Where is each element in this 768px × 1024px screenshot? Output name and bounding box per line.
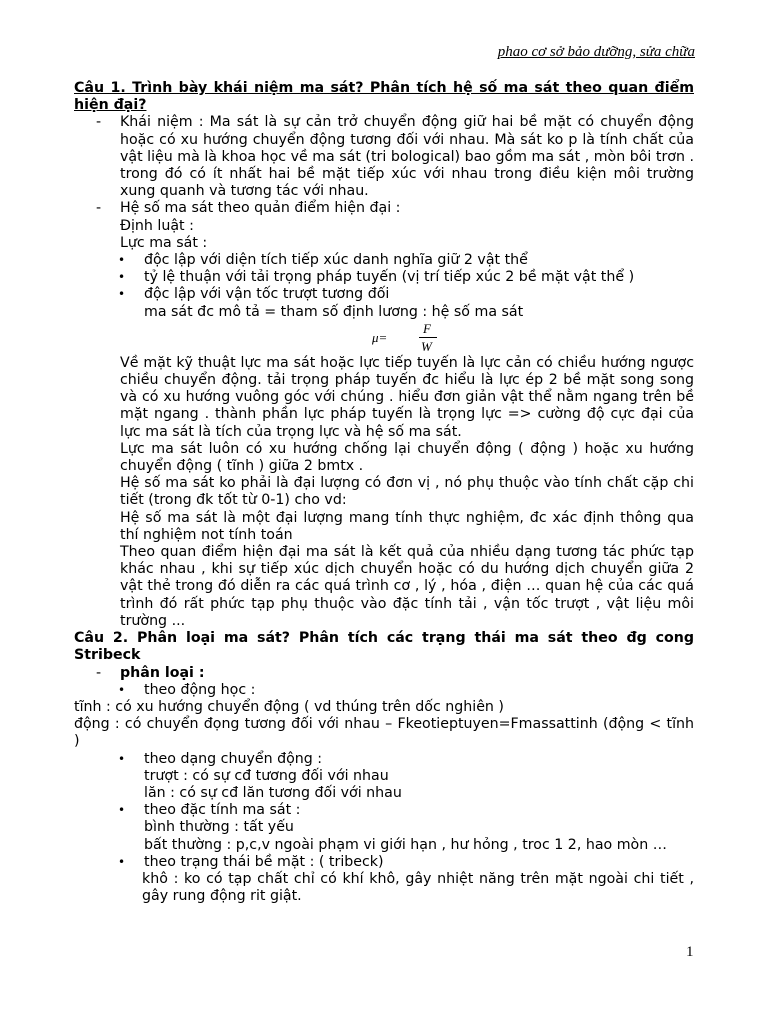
bullet-text: theo động học : bbox=[144, 681, 256, 698]
bullet-text: theo dạng chuyển động : bbox=[144, 750, 323, 767]
formula-lhs: μ= bbox=[372, 329, 388, 345]
document-body bbox=[74, 80, 694, 905]
dash-marker: - bbox=[96, 200, 102, 217]
list-item bbox=[74, 286, 694, 303]
classify-label: phân loại : bbox=[120, 664, 205, 681]
sub-line: trượt : có sự cđ tương đối với nhau bbox=[144, 767, 389, 784]
list-item bbox=[74, 854, 694, 871]
page-number: 1 bbox=[686, 944, 694, 960]
law-label: Định luật : bbox=[120, 217, 194, 234]
bullet-marker: • bbox=[118, 287, 126, 302]
kinematic-static-line: tĩnh : có xu hướng chuyển động ( vd thúng trên dốc nghiên ) bbox=[74, 698, 504, 715]
page-header: phao cơ sở bảo dưỡng, sửa chữa bbox=[497, 44, 695, 60]
bullet-text: theo đặc tính ma sát : bbox=[144, 802, 301, 819]
list-item bbox=[74, 682, 694, 699]
coef-heading: Hệ số ma sát theo quản điểm hiện đại : bbox=[120, 200, 401, 217]
list-item bbox=[74, 802, 694, 819]
bullet-marker: • bbox=[118, 803, 126, 818]
sub-line: bất thường : p,c,v ngoài phạm vi giới hạn , hư hỏng , troc 1 2, hao mòn … bbox=[144, 836, 667, 853]
bullet-text: độc lập với diện tích tiếp xúc danh nghĩa giữ 2 vật thể bbox=[144, 252, 528, 269]
list-item bbox=[74, 269, 694, 286]
classify-item bbox=[74, 665, 694, 682]
bullet-text: theo trạng thái bề mặt : ( tribeck) bbox=[144, 853, 384, 870]
friction-coefficient-formula bbox=[74, 321, 694, 355]
bullet-marker: • bbox=[118, 270, 126, 285]
bullet-continuation: ma sát đc mô tả = tham số định lương : hệ số ma sát bbox=[144, 303, 524, 320]
coef-item bbox=[74, 200, 694, 217]
paragraph: Về mặt kỹ thuật lực ma sát hoặc lực tiếp tuyến là lực cản có chiều hướng ngược chiều chuyển động. tải trọng pháp tuyến đc hiểu là lực ép 2 bề mặt song song và có xu hướng vuông góc với chúng . hiểu đơn giản vật thể nằm ngang trên bề mặt ngang . thành phần lực pháp tuyến là trọng lực => cường độ cực đại của lực ma sát là tích của trọng lực và hệ số ma sát. bbox=[120, 354, 694, 440]
list-item bbox=[74, 252, 694, 269]
paragraph: Theo quan điểm hiện đại ma sát là kết quả của nhiều dạng tương tác phức tạp khác nhau , khi sự tiếp xúc dịch chuyển hoặc có du hướng dịch chuyển giữa 2 vật thẻ trong đó diễn ra các quá trình cơ , lý , hóa , điện … quan hệ của các quá trình đó rất phức tạp phụ thuộc vào đặc tính tải , vận tốc trượt , vật liệu môi trường ... bbox=[120, 544, 694, 629]
bullet-text: tỷ lệ thuận với tải trọng pháp tuyến (vị trí tiếp xúc 2 bề mặt vật thể ) bbox=[144, 269, 635, 286]
sub-line: khô : ko có tạp chất chỉ có khí khô, gây nhiệt năng trên mặt ngoài chi tiết , gây rung động rit giật. bbox=[142, 870, 694, 905]
kinematic-dynamic-line: động : có chuyển đọng tương đối với nhau – Fkeotieptuyen=Fmassattinh (động < tĩnh ) bbox=[74, 716, 694, 750]
question-2-title: Câu 2. Phân loại ma sát? Phân tích các trạng thái ma sát theo đg cong Stribeck bbox=[74, 630, 694, 664]
paragraph: Hệ số ma sát ko phải là đại lượng có đơn vị , nó phụ thuộc vào tính chất cặp chi tiết (trong đk tốt từ 0-1) cho vd: bbox=[120, 475, 694, 509]
dash-marker: - bbox=[96, 664, 102, 681]
dash-marker: - bbox=[96, 114, 102, 131]
concept-item bbox=[74, 114, 694, 200]
bullet-text: độc lập với vận tốc trượt tương đối bbox=[144, 286, 390, 303]
paragraph: Hệ số ma sát là một đại lượng mang tính thực nghiệm, đc xác định thông qua thí nghiệm not tính toán bbox=[120, 509, 694, 543]
question-1-title: Câu 1. Trình bày khái niệm ma sát? Phân tích hệ số ma sát theo quan điểm hiện đại? bbox=[74, 80, 694, 114]
list-item bbox=[74, 751, 694, 768]
paragraph: Lực ma sát luôn có xu hướng chống lại chuyển động ( động ) hoặc xu hướng chuyển động ( tĩnh ) giữa 2 bmtx . bbox=[120, 440, 694, 475]
bullet-marker: • bbox=[118, 253, 126, 268]
bullet-marker: • bbox=[118, 682, 126, 697]
bullet-marker: • bbox=[118, 751, 126, 766]
force-label: Lực ma sát : bbox=[120, 234, 208, 251]
formula-numerator: F bbox=[423, 320, 431, 336]
sub-line: bình thường : tất yếu bbox=[144, 819, 294, 836]
sub-line: lăn : có sự cđ lăn tương đối với nhau bbox=[144, 784, 402, 801]
formula-denominator: W bbox=[421, 338, 432, 354]
concept-text: Khái niệm : Ma sát là sự cản trở chuyển động giữ hai bề mặt có chuyển động hoặc có xu hướng chuyển động tương đối với nhau. Mà sát ko p là tính chất của vật liệu mà là khoa học về ma sát (tri bological) bao gồm ma sát , mòn bôi trơn . trong đó có ít nhất hai bề mặt tiếp xúc với nhau trong điều kiện môi trường xung quanh và tương tác với nhau. bbox=[120, 114, 694, 200]
bullet-marker: • bbox=[118, 854, 126, 869]
